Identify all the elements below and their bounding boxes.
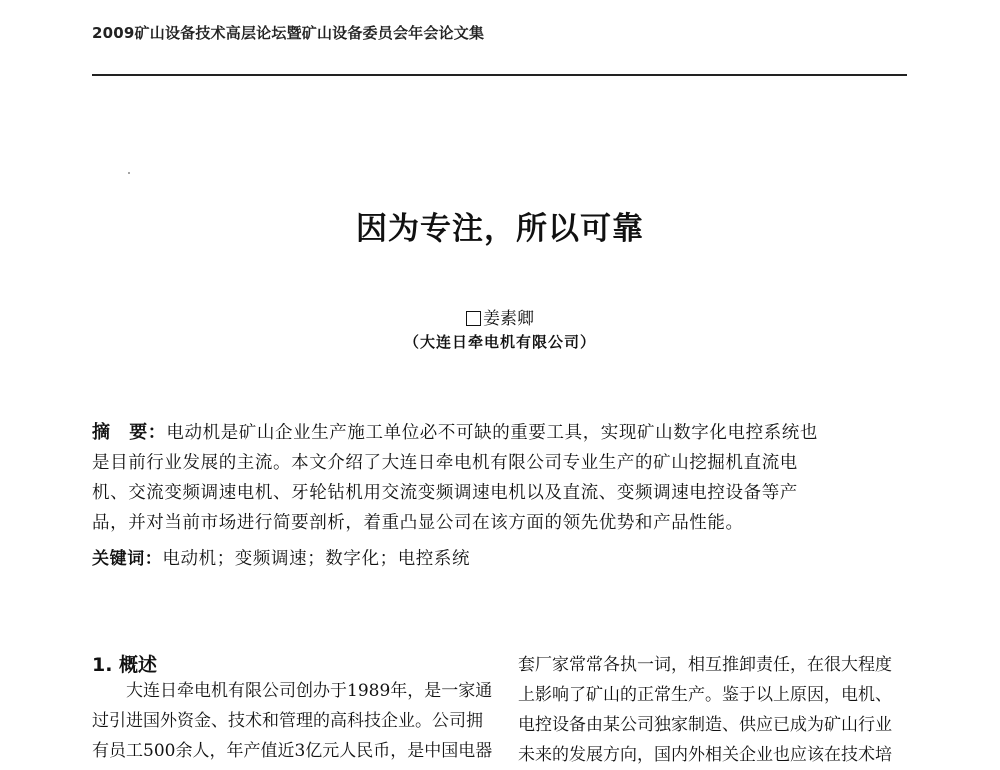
body-line: 大连日牵电机有限公司创办于1989年，是一家通: [126, 681, 493, 701]
abstract-text-1: 电动机是矿山企业生产施工单位必不可缺的重要工具，实现矿山数字化电控系统也: [166, 423, 819, 443]
keywords: [92, 544, 470, 570]
author-affiliation: （大连日牵电机有限公司）: [403, 333, 596, 351]
abstract: [92, 418, 910, 538]
page-header: [92, 22, 907, 43]
body-line: 电控设备由某公司独家制造、供应已成为矿山行业: [518, 715, 892, 735]
keywords-label: 关键词：: [92, 549, 163, 569]
body-line: 上影响了矿山的正常生产。鉴于以上原因，电机、: [518, 685, 892, 705]
abstract-line-1: [92, 418, 910, 448]
section-heading: 1. 概述: [92, 654, 158, 676]
author-name: 姜素卿: [483, 309, 534, 329]
abstract-line-3: 机、交流变频调速电机、牙轮钻机用交流变频调速电机以及直流、变频调速电控设备等产: [92, 483, 798, 503]
abstract-line-4: 品，并对当前市场进行简要剖析，着重凸显公司在该方面的领先优势和产品性能。: [92, 513, 744, 533]
body-line: 过引进国外资金、技术和管理的高科技企业。公司拥: [92, 711, 483, 731]
author-line: [0, 304, 1000, 329]
author-box-icon: [466, 311, 481, 326]
body-line: 未来的发展方向，国内外相关企业也应该在技术培: [518, 745, 892, 765]
header-rule: [92, 74, 907, 76]
body-column-left: [92, 676, 493, 766]
keywords-text: 电动机；变频调速；数字化；电控系统: [162, 549, 471, 569]
paper-title: 因为专注，所以可靠: [356, 211, 644, 247]
body-column-right: [518, 650, 913, 770]
abstract-label: 摘 要：: [92, 422, 167, 443]
abstract-line-2: 是目前行业发展的主流。本文介绍了大连日牵电机有限公司专业生产的矿山挖掘机直流电: [92, 453, 798, 473]
running-title: 2009矿山设备技术高层论坛暨矿山设备委员会年会论文集: [92, 24, 485, 42]
scan-speck: [128, 172, 130, 174]
body-line: 有员工500余人，年产值近3亿元人民币，是中国电器: [92, 741, 493, 761]
body-line: 套厂家常常各执一词，相互推卸责任，在很大程度: [518, 655, 892, 675]
